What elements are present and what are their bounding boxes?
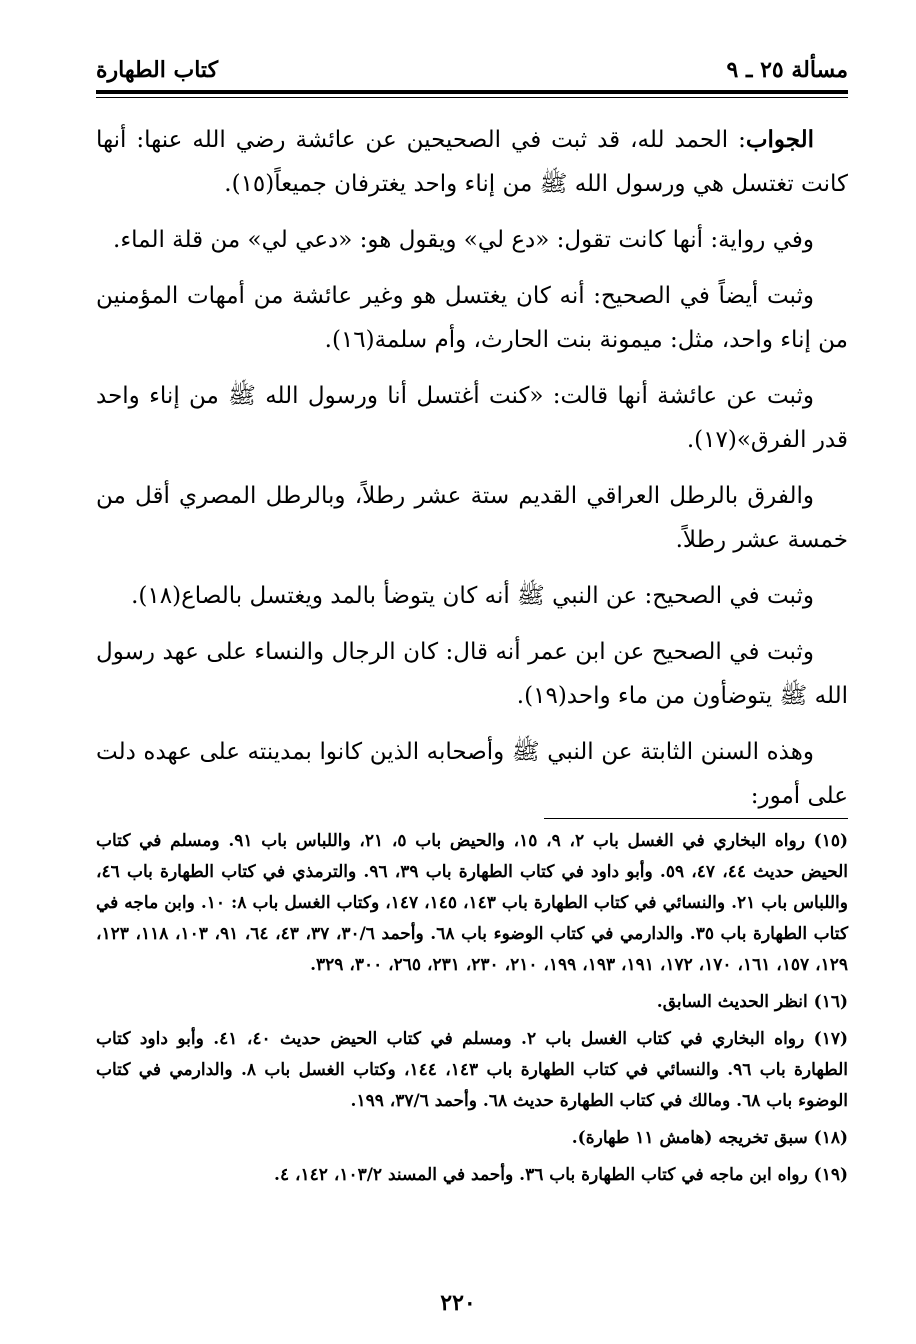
answer-lead: الجواب [745,126,814,153]
footnote-18: (١٨) سبق تخريجه (هامش ١١ طهارة). [571,1128,848,1148]
footnote-19: (١٩) رواه ابن ماجه في كتاب الطهارة باب ٣٦. وأحمد في المسند ١٠٣/٢، ١٤٢، ٤. [274,1165,848,1185]
paragraph-mudd-saa: وثبت في الصحيح: عن النبي ﷺ أنه كان يتوضأ بالمد ويغتسل بالصاع(١٨). [131,583,814,609]
paragraph-conclusion: وهذه السنن الثابتة عن النبي ﷺ وأصحابه الذين كانوا بمدينته على عهده دلت على أمور: [96,739,848,809]
answer-text: : الحمد لله، قد ثبت في الصحيحين عن عائشة رضي الله عنها: أنها كانت تغتسل هي ورسول الله ﷺ من إناء واحد يغترفان جميعاً(١٥). [96,127,848,197]
header-rule-thin [96,97,848,98]
footnote-16: (١٦) انظر الحديث السابق. [656,992,848,1012]
main-text [96,118,848,830]
header-book-title: كتاب الطهارة [96,57,219,83]
paragraph-faraq: وثبت عن عائشة أنها قالت: «كنت أغتسل أنا ورسول الله ﷺ من إناء واحد قدر الفرق»(١٧). [96,383,848,453]
footnote-17: (١٧) رواه البخاري في كتاب الغسل باب ٢. ومسلم في كتاب الحيض حديث ٤٠، ٤١. وأبو داود كتاب الطهارة باب ٩٦. والنسائي في كتاب الطهارة باب ١٤٣، ١٤٤، وكتاب الغسل باب ٨. والدارمي في كتاب الوضوء باب ٦٨. ومالك في كتاب الطهارة حديث ٦٨. وأحمد ٣٧/٦، ١٩٩. [96,1029,849,1111]
paragraph-answer [96,118,848,206]
paragraph-faraq-measure: والفرق بالرطل العراقي القديم ستة عشر رطلاً، وبالرطل المصري أقل من خمسة عشر رطلاً. [96,483,848,553]
paragraph-ibn-umar: وثبت في الصحيح عن ابن عمر أنه قال: كان الرجال والنساء على عهد رسول الله ﷺ يتوضأون من ماء واحد(١٩). [96,639,848,709]
header-issue-number: مسألة ٢٥ ـ ٩ [726,57,848,83]
footnote-15: (١٥) رواه البخاري في الغسل باب ٢، ٩، ١٥، والحيض باب ٥، ٢١، واللباس باب ٩١. ومسلم في كتاب الحيض حديث ٤٤، ٤٧، ٥٩. وأبو داود في كتاب الطهارة باب ٣٩، ٩٦. والترمذي في كتاب الطهارة باب ٤٦، واللباس باب ٢١. والنسائي في كتاب الطهارة باب ١٤٣، ١٤٥، ١٤٧، وكتاب الغسل باب ٨: ١٠. وابن ماجه في كتاب الطهارة باب ٣٥. والدارمي في كتاب الوضوء باب ٦٨. وأحمد ٣٠/٦، ٣٧، ٤٣، ٦٤، ٩١، ١٠٣، ١١٨، ١٢٣، ١٢٩، ١٥٧، ١٦١، ١٧٠، ١٧٢، ١٩١، ١٩٣، ١٩٩، ٢١٠، ٢٣٠، ٢٣١، ٢٦٥، ٣٠٠، ٣٢٩. [96,831,849,975]
paragraph-other-wives: وثبت أيضاً في الصحيح: أنه كان يغتسل هو وغير عائشة من أمهات المؤمنين من إناء واحد، مثل: ميمونة بنت الحارث، وأم سلمة(١٦). [96,283,848,353]
running-header [96,52,848,88]
footnotes [96,826,848,1197]
page-number: ٢٢٠ [440,1290,476,1316]
header-rule-thick [96,90,848,94]
paragraph-narration: وفي رواية: أنها كانت تقول: «دع لي» ويقول هو: «دعي لي» من قلة الماء. [113,227,814,253]
footnote-separator [544,818,848,819]
